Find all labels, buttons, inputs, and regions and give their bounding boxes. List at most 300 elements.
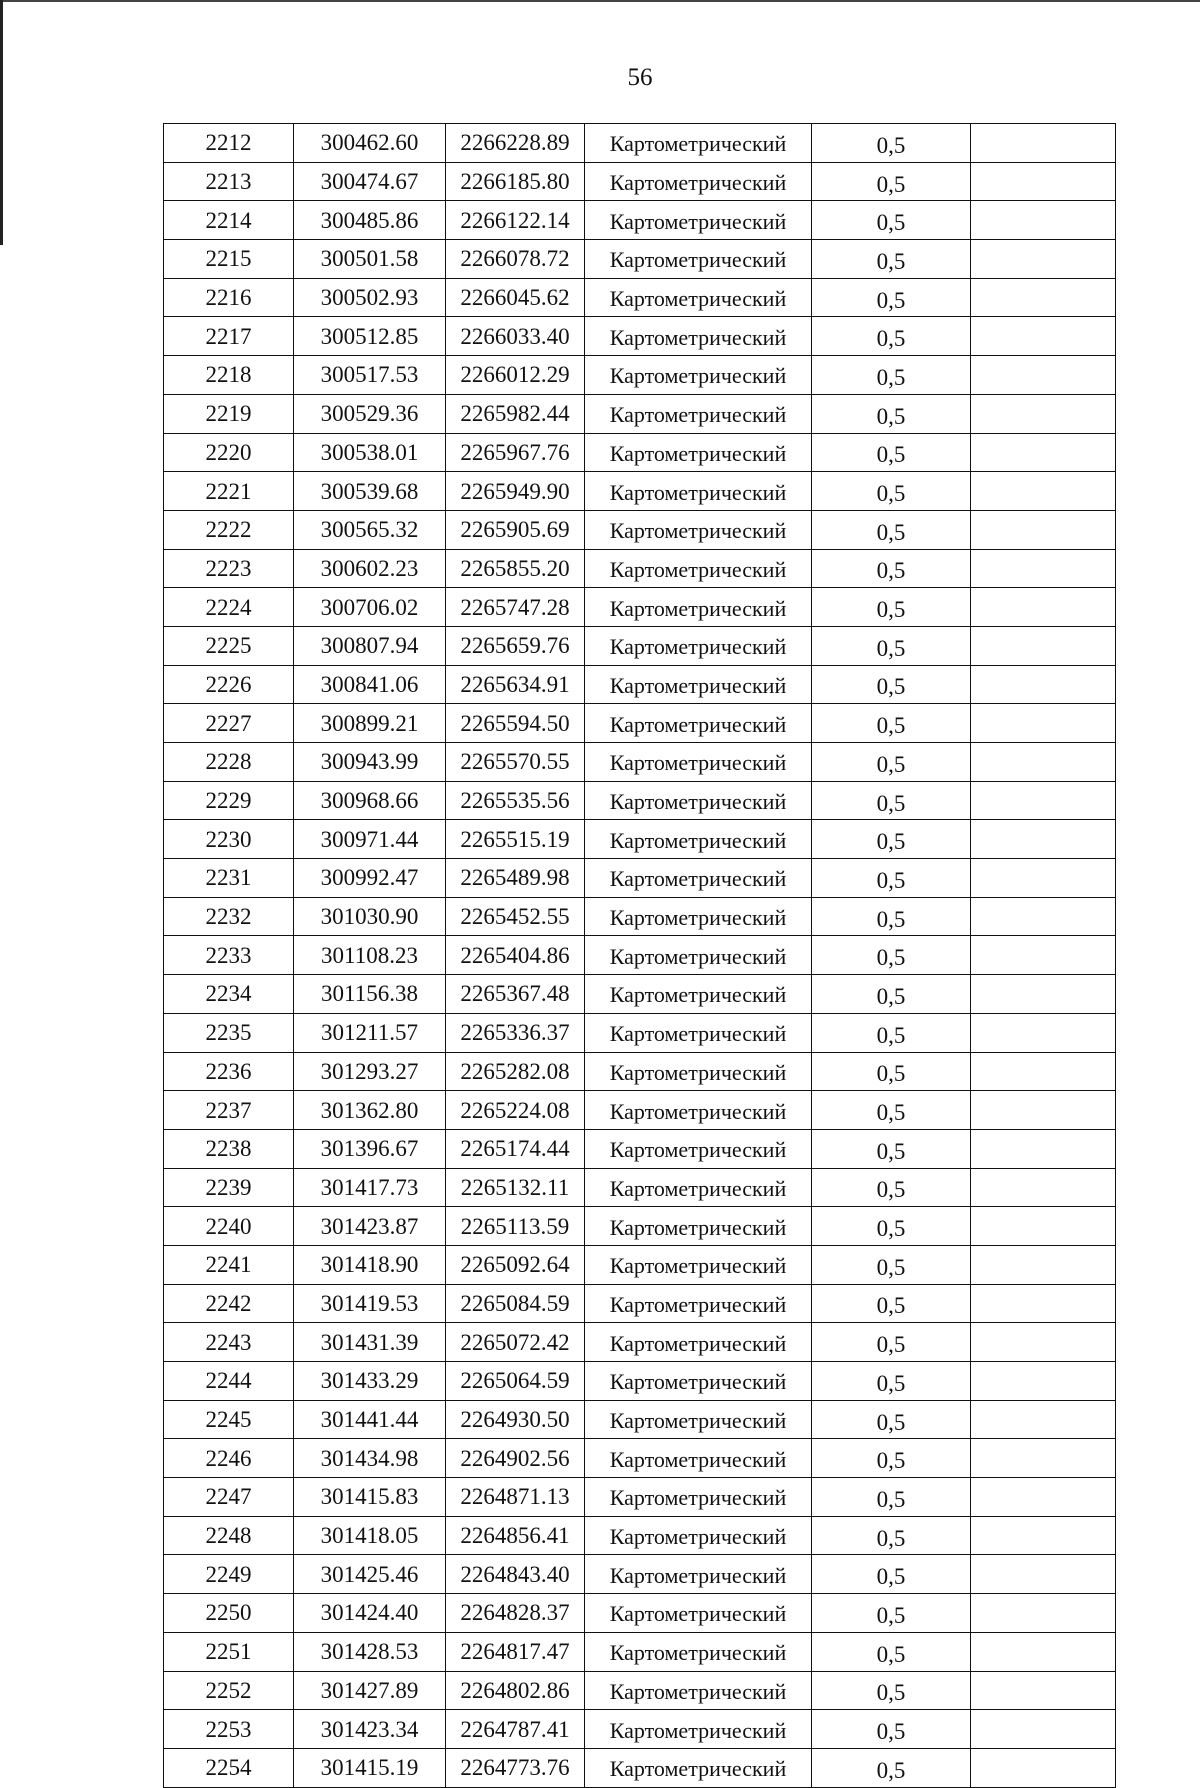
- page-number: 56: [627, 64, 653, 91]
- note-cell: [971, 162, 1116, 201]
- method-cell: Картометрический: [585, 704, 812, 743]
- table-row: [164, 1555, 1116, 1594]
- point-number-cell: 2248: [164, 1516, 294, 1555]
- y-coordinate-cell: 2264802.86: [446, 1671, 585, 1710]
- x-coordinate-cell: 301415.19: [294, 1748, 446, 1787]
- y-coordinate-cell: 2266122.14: [446, 201, 585, 240]
- table-row: [164, 820, 1116, 859]
- note-cell: [971, 510, 1116, 549]
- point-number-cell: 2226: [164, 665, 294, 704]
- precision-cell: 0,5: [812, 1129, 971, 1168]
- note-cell: [971, 1632, 1116, 1671]
- precision-cell: 0,5: [812, 1400, 971, 1439]
- table-row: [164, 124, 1116, 163]
- precision-cell: 0,5: [812, 897, 971, 936]
- x-coordinate-cell: 300943.99: [294, 743, 446, 782]
- note-cell: [971, 433, 1116, 472]
- table-row: [164, 162, 1116, 201]
- point-number-cell: 2218: [164, 356, 294, 395]
- precision-cell: 0,5: [812, 1284, 971, 1323]
- note-cell: [971, 1091, 1116, 1130]
- point-number-cell: 2239: [164, 1168, 294, 1207]
- table-row: [164, 1245, 1116, 1284]
- note-cell: [971, 1671, 1116, 1710]
- note-cell: [971, 1400, 1116, 1439]
- table-row: [164, 278, 1116, 317]
- x-coordinate-cell: 301423.34: [294, 1710, 446, 1749]
- precision-cell: 0,5: [812, 1748, 971, 1787]
- point-number-cell: 2246: [164, 1439, 294, 1478]
- note-cell: [971, 240, 1116, 279]
- note-cell: [971, 781, 1116, 820]
- y-coordinate-cell: 2265659.76: [446, 626, 585, 665]
- y-coordinate-cell: 2265084.59: [446, 1284, 585, 1323]
- precision-cell: 0,5: [812, 1245, 971, 1284]
- point-number-cell: 2254: [164, 1748, 294, 1787]
- point-number-cell: 2216: [164, 278, 294, 317]
- method-cell: Картометрический: [585, 897, 812, 936]
- method-cell: Картометрический: [585, 1400, 812, 1439]
- method-cell: Картометрический: [585, 356, 812, 395]
- note-cell: [971, 1748, 1116, 1787]
- precision-cell: 0,5: [812, 394, 971, 433]
- note-cell: [971, 356, 1116, 395]
- note-cell: [971, 665, 1116, 704]
- point-number-cell: 2217: [164, 317, 294, 356]
- method-cell: Картометрический: [585, 124, 812, 163]
- point-number-cell: 2236: [164, 1052, 294, 1091]
- table-row: [164, 394, 1116, 433]
- precision-cell: 0,5: [812, 510, 971, 549]
- note-cell: [971, 1362, 1116, 1401]
- x-coordinate-cell: 301428.53: [294, 1632, 446, 1671]
- point-number-cell: 2221: [164, 472, 294, 511]
- precision-cell: 0,5: [812, 588, 971, 627]
- y-coordinate-cell: 2265634.91: [446, 665, 585, 704]
- x-coordinate-cell: 300992.47: [294, 859, 446, 898]
- point-number-cell: 2251: [164, 1632, 294, 1671]
- method-cell: Картометрический: [585, 1632, 812, 1671]
- table-row: [164, 433, 1116, 472]
- precision-cell: 0,5: [812, 1207, 971, 1246]
- note-cell: [971, 626, 1116, 665]
- table-row: [164, 510, 1116, 549]
- method-cell: Картометрический: [585, 433, 812, 472]
- point-number-cell: 2250: [164, 1594, 294, 1633]
- point-number-cell: 2231: [164, 859, 294, 898]
- table-row: [164, 1478, 1116, 1517]
- x-coordinate-cell: 301434.98: [294, 1439, 446, 1478]
- method-cell: Картометрический: [585, 1207, 812, 1246]
- x-coordinate-cell: 300474.67: [294, 162, 446, 201]
- method-cell: Картометрический: [585, 588, 812, 627]
- point-number-cell: 2245: [164, 1400, 294, 1439]
- y-coordinate-cell: 2266033.40: [446, 317, 585, 356]
- precision-cell: 0,5: [812, 704, 971, 743]
- note-cell: [971, 1594, 1116, 1633]
- y-coordinate-cell: 2265967.76: [446, 433, 585, 472]
- method-cell: Картометрический: [585, 975, 812, 1014]
- precision-cell: 0,5: [812, 124, 971, 163]
- x-coordinate-cell: 301396.67: [294, 1129, 446, 1168]
- point-number-cell: 2220: [164, 433, 294, 472]
- scan-left-edge: [0, 0, 3, 245]
- x-coordinate-cell: 300899.21: [294, 704, 446, 743]
- x-coordinate-cell: 301441.44: [294, 1400, 446, 1439]
- x-coordinate-cell: 301419.53: [294, 1284, 446, 1323]
- note-cell: [971, 549, 1116, 588]
- x-coordinate-cell: 300841.06: [294, 665, 446, 704]
- point-number-cell: 2227: [164, 704, 294, 743]
- y-coordinate-cell: 2265535.56: [446, 781, 585, 820]
- x-coordinate-cell: 301418.90: [294, 1245, 446, 1284]
- method-cell: Картометрический: [585, 1245, 812, 1284]
- x-coordinate-cell: 300971.44: [294, 820, 446, 859]
- precision-cell: 0,5: [812, 1323, 971, 1362]
- method-cell: Картометрический: [585, 1168, 812, 1207]
- table-row: [164, 549, 1116, 588]
- point-number-cell: 2247: [164, 1478, 294, 1517]
- y-coordinate-cell: 2265092.64: [446, 1245, 585, 1284]
- y-coordinate-cell: 2265404.86: [446, 936, 585, 975]
- y-coordinate-cell: 2264871.13: [446, 1478, 585, 1517]
- point-number-cell: 2252: [164, 1671, 294, 1710]
- note-cell: [971, 1245, 1116, 1284]
- table-row: [164, 781, 1116, 820]
- point-number-cell: 2224: [164, 588, 294, 627]
- x-coordinate-cell: 300807.94: [294, 626, 446, 665]
- precision-cell: 0,5: [812, 433, 971, 472]
- x-coordinate-cell: 301108.23: [294, 936, 446, 975]
- y-coordinate-cell: 2265367.48: [446, 975, 585, 1014]
- method-cell: Картометрический: [585, 1594, 812, 1633]
- method-cell: Картометрический: [585, 1516, 812, 1555]
- point-number-cell: 2235: [164, 1013, 294, 1052]
- table-row: [164, 1710, 1116, 1749]
- coordinates-table-body: [164, 124, 1116, 1788]
- precision-cell: 0,5: [812, 781, 971, 820]
- point-number-cell: 2249: [164, 1555, 294, 1594]
- y-coordinate-cell: 2264828.37: [446, 1594, 585, 1633]
- y-coordinate-cell: 2264930.50: [446, 1400, 585, 1439]
- precision-cell: 0,5: [812, 936, 971, 975]
- table-row: [164, 1594, 1116, 1633]
- note-cell: [971, 704, 1116, 743]
- precision-cell: 0,5: [812, 859, 971, 898]
- note-cell: [971, 1284, 1116, 1323]
- x-coordinate-cell: 301425.46: [294, 1555, 446, 1594]
- note-cell: [971, 1439, 1116, 1478]
- note-cell: [971, 317, 1116, 356]
- precision-cell: 0,5: [812, 162, 971, 201]
- point-number-cell: 2215: [164, 240, 294, 279]
- note-cell: [971, 820, 1116, 859]
- x-coordinate-cell: 300706.02: [294, 588, 446, 627]
- point-number-cell: 2237: [164, 1091, 294, 1130]
- y-coordinate-cell: 2264856.41: [446, 1516, 585, 1555]
- y-coordinate-cell: 2265452.55: [446, 897, 585, 936]
- precision-cell: 0,5: [812, 1168, 971, 1207]
- method-cell: Картометрический: [585, 1478, 812, 1517]
- method-cell: Картометрический: [585, 1013, 812, 1052]
- precision-cell: 0,5: [812, 1555, 971, 1594]
- point-number-cell: 2241: [164, 1245, 294, 1284]
- x-coordinate-cell: 301417.73: [294, 1168, 446, 1207]
- note-cell: [971, 936, 1116, 975]
- point-number-cell: 2243: [164, 1323, 294, 1362]
- table-row: [164, 588, 1116, 627]
- note-cell: [971, 975, 1116, 1014]
- y-coordinate-cell: 2265113.59: [446, 1207, 585, 1246]
- method-cell: Картометрический: [585, 1362, 812, 1401]
- table-row: [164, 240, 1116, 279]
- y-coordinate-cell: 2265570.55: [446, 743, 585, 782]
- y-coordinate-cell: 2265224.08: [446, 1091, 585, 1130]
- precision-cell: 0,5: [812, 820, 971, 859]
- y-coordinate-cell: 2265982.44: [446, 394, 585, 433]
- table-row: [164, 356, 1116, 395]
- table-row: [164, 704, 1116, 743]
- y-coordinate-cell: 2265336.37: [446, 1013, 585, 1052]
- method-cell: Картометрический: [585, 1710, 812, 1749]
- precision-cell: 0,5: [812, 549, 971, 588]
- method-cell: Картометрический: [585, 1091, 812, 1130]
- point-number-cell: 2238: [164, 1129, 294, 1168]
- y-coordinate-cell: 2265905.69: [446, 510, 585, 549]
- point-number-cell: 2223: [164, 549, 294, 588]
- note-cell: [971, 1478, 1116, 1517]
- note-cell: [971, 472, 1116, 511]
- y-coordinate-cell: 2265949.90: [446, 472, 585, 511]
- precision-cell: 0,5: [812, 743, 971, 782]
- method-cell: Картометрический: [585, 859, 812, 898]
- method-cell: Картометрический: [585, 278, 812, 317]
- y-coordinate-cell: 2264787.41: [446, 1710, 585, 1749]
- table-row: [164, 1207, 1116, 1246]
- x-coordinate-cell: 300538.01: [294, 433, 446, 472]
- x-coordinate-cell: 300968.66: [294, 781, 446, 820]
- method-cell: Картометрический: [585, 1439, 812, 1478]
- y-coordinate-cell: 2265855.20: [446, 549, 585, 588]
- x-coordinate-cell: 301293.27: [294, 1052, 446, 1091]
- method-cell: Картометрический: [585, 1671, 812, 1710]
- table-row: [164, 1323, 1116, 1362]
- point-number-cell: 2214: [164, 201, 294, 240]
- method-cell: Картометрический: [585, 1323, 812, 1362]
- note-cell: [971, 1129, 1116, 1168]
- note-cell: [971, 1516, 1116, 1555]
- note-cell: [971, 278, 1116, 317]
- method-cell: Картометрический: [585, 472, 812, 511]
- method-cell: Картометрический: [585, 743, 812, 782]
- note-cell: [971, 1013, 1116, 1052]
- table-row: [164, 1052, 1116, 1091]
- y-coordinate-cell: 2265282.08: [446, 1052, 585, 1091]
- note-cell: [971, 1710, 1116, 1749]
- x-coordinate-cell: 301362.80: [294, 1091, 446, 1130]
- point-number-cell: 2253: [164, 1710, 294, 1749]
- point-number-cell: 2234: [164, 975, 294, 1014]
- precision-cell: 0,5: [812, 975, 971, 1014]
- precision-cell: 0,5: [812, 1091, 971, 1130]
- method-cell: Картометрический: [585, 1555, 812, 1594]
- precision-cell: 0,5: [812, 1594, 971, 1633]
- note-cell: [971, 897, 1116, 936]
- y-coordinate-cell: 2265515.19: [446, 820, 585, 859]
- method-cell: Картометрический: [585, 820, 812, 859]
- x-coordinate-cell: 300462.60: [294, 124, 446, 163]
- y-coordinate-cell: 2264843.40: [446, 1555, 585, 1594]
- method-cell: Картометрический: [585, 665, 812, 704]
- method-cell: Картометрический: [585, 549, 812, 588]
- precision-cell: 0,5: [812, 1710, 971, 1749]
- table-row: [164, 859, 1116, 898]
- coordinates-table: [163, 123, 1116, 1788]
- x-coordinate-cell: 301156.38: [294, 975, 446, 1014]
- table-row: [164, 201, 1116, 240]
- note-cell: [971, 588, 1116, 627]
- method-cell: Картометрический: [585, 394, 812, 433]
- precision-cell: 0,5: [812, 240, 971, 279]
- method-cell: Картометрический: [585, 626, 812, 665]
- note-cell: [971, 1323, 1116, 1362]
- note-cell: [971, 1555, 1116, 1594]
- method-cell: Картометрический: [585, 201, 812, 240]
- note-cell: [971, 394, 1116, 433]
- point-number-cell: 2233: [164, 936, 294, 975]
- point-number-cell: 2229: [164, 781, 294, 820]
- method-cell: Картометрический: [585, 317, 812, 356]
- x-coordinate-cell: 300501.58: [294, 240, 446, 279]
- table-row: [164, 1284, 1116, 1323]
- note-cell: [971, 1207, 1116, 1246]
- method-cell: Картометрический: [585, 1052, 812, 1091]
- y-coordinate-cell: 2266012.29: [446, 356, 585, 395]
- point-number-cell: 2244: [164, 1362, 294, 1401]
- x-coordinate-cell: 301415.83: [294, 1478, 446, 1517]
- table-row: [164, 1129, 1116, 1168]
- table-row: [164, 1091, 1116, 1130]
- x-coordinate-cell: 301431.39: [294, 1323, 446, 1362]
- x-coordinate-cell: 300517.53: [294, 356, 446, 395]
- method-cell: Картометрический: [585, 1129, 812, 1168]
- y-coordinate-cell: 2264773.76: [446, 1748, 585, 1787]
- method-cell: Картометрический: [585, 510, 812, 549]
- x-coordinate-cell: 300565.32: [294, 510, 446, 549]
- table-row: [164, 897, 1116, 936]
- y-coordinate-cell: 2266045.62: [446, 278, 585, 317]
- table-row: [164, 1400, 1116, 1439]
- y-coordinate-cell: 2266078.72: [446, 240, 585, 279]
- precision-cell: 0,5: [812, 1516, 971, 1555]
- precision-cell: 0,5: [812, 278, 971, 317]
- point-number-cell: 2213: [164, 162, 294, 201]
- precision-cell: 0,5: [812, 317, 971, 356]
- method-cell: Картометрический: [585, 1284, 812, 1323]
- precision-cell: 0,5: [812, 201, 971, 240]
- table-row: [164, 975, 1116, 1014]
- x-coordinate-cell: 301423.87: [294, 1207, 446, 1246]
- note-cell: [971, 859, 1116, 898]
- y-coordinate-cell: 2264902.56: [446, 1439, 585, 1478]
- x-coordinate-cell: 301418.05: [294, 1516, 446, 1555]
- scan-top-edge: [0, 0, 1200, 2]
- precision-cell: 0,5: [812, 1362, 971, 1401]
- note-cell: [971, 1168, 1116, 1207]
- y-coordinate-cell: 2265174.44: [446, 1129, 585, 1168]
- table-row: [164, 472, 1116, 511]
- y-coordinate-cell: 2266185.80: [446, 162, 585, 201]
- method-cell: Картометрический: [585, 1748, 812, 1787]
- x-coordinate-cell: 300602.23: [294, 549, 446, 588]
- precision-cell: 0,5: [812, 1052, 971, 1091]
- point-number-cell: 2232: [164, 897, 294, 936]
- x-coordinate-cell: 300529.36: [294, 394, 446, 433]
- method-cell: Картометрический: [585, 240, 812, 279]
- table-row: [164, 1013, 1116, 1052]
- y-coordinate-cell: 2265064.59: [446, 1362, 585, 1401]
- precision-cell: 0,5: [812, 626, 971, 665]
- precision-cell: 0,5: [812, 356, 971, 395]
- table-row: [164, 1439, 1116, 1478]
- table-row: [164, 1362, 1116, 1401]
- note-cell: [971, 743, 1116, 782]
- y-coordinate-cell: 2264817.47: [446, 1632, 585, 1671]
- point-number-cell: 2240: [164, 1207, 294, 1246]
- precision-cell: 0,5: [812, 1439, 971, 1478]
- y-coordinate-cell: 2265594.50: [446, 704, 585, 743]
- x-coordinate-cell: 301427.89: [294, 1671, 446, 1710]
- note-cell: [971, 124, 1116, 163]
- method-cell: Картометрический: [585, 936, 812, 975]
- x-coordinate-cell: 301030.90: [294, 897, 446, 936]
- precision-cell: 0,5: [812, 472, 971, 511]
- x-coordinate-cell: 301211.57: [294, 1013, 446, 1052]
- y-coordinate-cell: 2265489.98: [446, 859, 585, 898]
- precision-cell: 0,5: [812, 665, 971, 704]
- method-cell: Картометрический: [585, 162, 812, 201]
- x-coordinate-cell: 300485.86: [294, 201, 446, 240]
- table-row: [164, 1516, 1116, 1555]
- y-coordinate-cell: 2265072.42: [446, 1323, 585, 1362]
- point-number-cell: 2222: [164, 510, 294, 549]
- x-coordinate-cell: 301433.29: [294, 1362, 446, 1401]
- method-cell: Картометрический: [585, 781, 812, 820]
- point-number-cell: 2225: [164, 626, 294, 665]
- precision-cell: 0,5: [812, 1671, 971, 1710]
- table-row: [164, 743, 1116, 782]
- table-row: [164, 1671, 1116, 1710]
- point-number-cell: 2230: [164, 820, 294, 859]
- point-number-cell: 2228: [164, 743, 294, 782]
- y-coordinate-cell: 2266228.89: [446, 124, 585, 163]
- table-row: [164, 317, 1116, 356]
- table-row: [164, 936, 1116, 975]
- note-cell: [971, 201, 1116, 240]
- table-row: [164, 1168, 1116, 1207]
- precision-cell: 0,5: [812, 1013, 971, 1052]
- table-row: [164, 1748, 1116, 1787]
- precision-cell: 0,5: [812, 1632, 971, 1671]
- y-coordinate-cell: 2265747.28: [446, 588, 585, 627]
- point-number-cell: 2212: [164, 124, 294, 163]
- note-cell: [971, 1052, 1116, 1091]
- precision-cell: 0,5: [812, 1478, 971, 1517]
- x-coordinate-cell: 300512.85: [294, 317, 446, 356]
- x-coordinate-cell: 301424.40: [294, 1594, 446, 1633]
- table-row: [164, 665, 1116, 704]
- table-row: [164, 1632, 1116, 1671]
